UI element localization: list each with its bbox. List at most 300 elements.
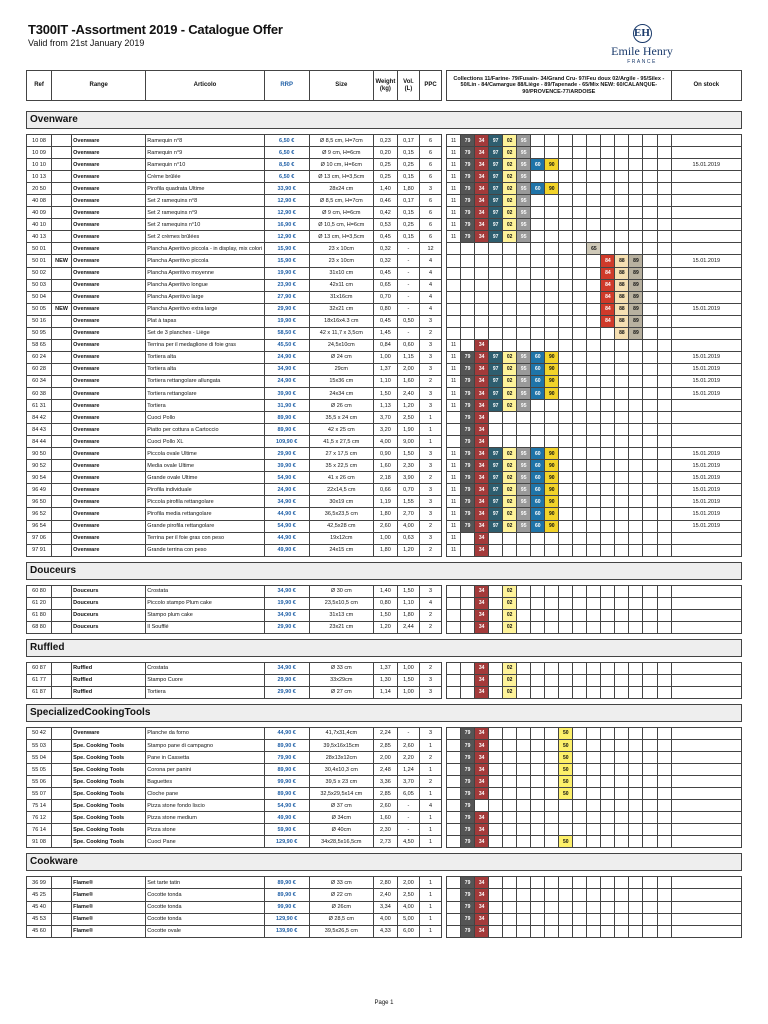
range-cell: Ovenware — [72, 231, 146, 243]
stock-date: 15.01.2019 — [671, 508, 741, 520]
collection-swatch: 50 — [559, 776, 573, 788]
vol-cell: 1,10 — [397, 597, 419, 609]
ppc-cell: 4 — [419, 800, 441, 812]
collection-swatch: 79 — [461, 231, 475, 243]
collection-swatch — [643, 339, 657, 351]
collection-swatch — [615, 436, 629, 448]
article-cell: Tortiera rettangolare — [146, 387, 264, 399]
collection-swatch — [559, 597, 573, 609]
collection-swatch — [629, 901, 643, 913]
range-cell: Ruffled — [72, 662, 146, 674]
stock-date — [671, 597, 741, 609]
collection-swatch — [587, 925, 601, 937]
ppc-cell: 3 — [419, 183, 441, 195]
collection-swatch — [657, 508, 671, 520]
collection-swatch: 11 — [447, 532, 461, 544]
collection-swatch — [517, 544, 531, 556]
logo-emblem: EH — [633, 24, 652, 43]
collection-swatch — [503, 412, 517, 424]
collection-swatch — [629, 400, 643, 412]
collection-swatch: 34 — [475, 351, 489, 363]
rrp-cell: 16,90 € — [264, 219, 309, 231]
collection-swatch — [447, 812, 461, 824]
collection-swatch — [601, 788, 615, 800]
collection-swatch: 11 — [447, 363, 461, 375]
collection-swatch: 11 — [447, 460, 461, 472]
ppc-cell: 1 — [419, 764, 441, 776]
collection-swatch — [657, 544, 671, 556]
stock-date — [671, 621, 741, 633]
article-cell: Piccola pirofila rettangolare — [146, 496, 264, 508]
article-cell: Plancha Aperitivo piccola — [146, 255, 264, 267]
collection-swatch — [559, 351, 573, 363]
collection-swatch: 79 — [461, 159, 475, 171]
collection-swatch — [573, 339, 587, 351]
new-flag — [52, 315, 72, 327]
rrp-cell: 79,90 € — [264, 752, 309, 764]
vol-cell: 0,17 — [397, 135, 419, 147]
collection-swatch — [447, 585, 461, 597]
new-flag — [52, 375, 72, 387]
vol-cell: 1,24 — [397, 764, 419, 776]
collection-swatch — [545, 544, 559, 556]
collection-swatch — [531, 621, 545, 633]
vol-cell: 1,00 — [397, 662, 419, 674]
collection-swatch — [545, 147, 559, 159]
collection-swatch — [601, 925, 615, 937]
vol-cell: - — [397, 824, 419, 836]
vol-cell: 0,60 — [397, 339, 419, 351]
vol-cell: 1,50 — [397, 674, 419, 686]
collection-swatch: 34 — [475, 219, 489, 231]
ppc-cell: 4 — [419, 267, 441, 279]
collection-swatch — [657, 532, 671, 544]
ppc-cell: 3 — [419, 339, 441, 351]
vol-cell: 1,00 — [397, 686, 419, 698]
collection-swatch — [657, 387, 671, 399]
collection-swatch: 50 — [559, 727, 573, 739]
collection-swatch — [573, 740, 587, 752]
collection-swatch — [587, 812, 601, 824]
rrp-cell: 39,90 € — [264, 387, 309, 399]
brand-logo — [600, 24, 684, 70]
collection-swatch: 90 — [545, 472, 559, 484]
collection-swatch — [615, 231, 629, 243]
article-cell: Tortiera — [146, 686, 264, 698]
collection-swatch — [657, 609, 671, 621]
collection-swatch — [503, 327, 517, 339]
collection-swatch — [643, 764, 657, 776]
collection-swatch — [573, 351, 587, 363]
weight-cell: 2,48 — [373, 764, 397, 776]
collection-swatch — [559, 621, 573, 633]
collection-swatch: 60 — [531, 460, 545, 472]
collection-swatch: 60 — [531, 496, 545, 508]
collection-swatch — [601, 460, 615, 472]
collection-swatch — [573, 424, 587, 436]
rrp-cell: 24,90 € — [264, 484, 309, 496]
collection-swatch — [657, 315, 671, 327]
weight-cell: 1,40 — [373, 585, 397, 597]
collection-swatch — [517, 303, 531, 315]
collection-swatch: 97 — [489, 363, 503, 375]
size-cell: Ø 9 cm, H=6cm — [309, 207, 373, 219]
stock-date — [671, 400, 741, 412]
range-cell: Ovenware — [72, 460, 146, 472]
collection-swatch — [475, 303, 489, 315]
collection-swatch — [559, 412, 573, 424]
ref-cell: 10 09 — [27, 147, 52, 159]
col-vol: Vol. (L) — [397, 71, 419, 101]
collection-swatch: 95 — [517, 387, 531, 399]
collection-swatch: 89 — [629, 279, 643, 291]
collection-swatch — [531, 400, 545, 412]
collection-swatch — [587, 674, 601, 686]
weight-cell: 3,70 — [373, 412, 397, 424]
collection-swatch — [629, 183, 643, 195]
range-cell: Spe. Cooking Tools — [72, 740, 146, 752]
collection-swatch — [503, 824, 517, 836]
stock-date — [671, 544, 741, 556]
range-cell: Flame® — [72, 913, 146, 925]
range-cell: Ovenware — [72, 484, 146, 496]
weight-cell: 1,30 — [373, 674, 397, 686]
collection-swatch: 02 — [503, 597, 517, 609]
collection-swatch — [615, 532, 629, 544]
collection-swatch — [489, 339, 503, 351]
vol-cell: - — [397, 327, 419, 339]
collection-swatch — [503, 291, 517, 303]
collection-swatch — [559, 183, 573, 195]
collection-swatch — [629, 674, 643, 686]
collection-swatch — [545, 901, 559, 913]
collection-swatch: 11 — [447, 351, 461, 363]
collection-swatch: 34 — [475, 508, 489, 520]
ref-cell: 97 06 — [27, 532, 52, 544]
collection-swatch — [615, 836, 629, 848]
size-cell: Ø 30 cm — [309, 585, 373, 597]
collection-swatch — [461, 291, 475, 303]
ref-cell: 76 14 — [27, 824, 52, 836]
collection-swatch — [629, 686, 643, 698]
collection-swatch: 84 — [601, 315, 615, 327]
collection-swatch — [601, 727, 615, 739]
collection-swatch — [531, 686, 545, 698]
table-row — [27, 351, 742, 363]
size-cell: Ø 27 cm — [309, 686, 373, 698]
collection-swatch: 89 — [629, 327, 643, 339]
collection-swatch: 97 — [489, 147, 503, 159]
collection-swatch — [573, 674, 587, 686]
collection-swatch: 11 — [447, 400, 461, 412]
article-cell: Plancha Aperitivo large — [146, 291, 264, 303]
weight-cell: 2,73 — [373, 836, 397, 848]
collection-swatch — [461, 327, 475, 339]
collection-swatch — [573, 901, 587, 913]
collection-swatch — [587, 764, 601, 776]
collection-swatch — [615, 764, 629, 776]
collection-swatch — [447, 913, 461, 925]
collection-swatch — [657, 351, 671, 363]
ref-cell: 55 06 — [27, 776, 52, 788]
article-cell: Piccola ovale Ultime — [146, 448, 264, 460]
stock-date — [671, 889, 741, 901]
article-cell: Plancha Aperitivo extra large — [146, 303, 264, 315]
collection-swatch: 95 — [517, 351, 531, 363]
collection-swatch: 88 — [615, 279, 629, 291]
size-cell: 24,5x10cm — [309, 339, 373, 351]
collection-swatch — [573, 824, 587, 836]
collection-swatch — [489, 609, 503, 621]
table-row — [27, 836, 742, 848]
ppc-cell: 2 — [419, 609, 441, 621]
vol-cell: 2,00 — [397, 877, 419, 889]
collection-swatch — [601, 609, 615, 621]
collection-swatch: 60 — [531, 375, 545, 387]
collection-swatch — [545, 255, 559, 267]
vol-cell: 0,25 — [397, 219, 419, 231]
collection-swatch — [517, 674, 531, 686]
article-cell: Set 2 ramequins n°9 — [146, 207, 264, 219]
collection-swatch — [447, 291, 461, 303]
range-cell: Ovenware — [72, 267, 146, 279]
collection-swatch — [629, 424, 643, 436]
size-cell: 23,5x10,5 cm — [309, 597, 373, 609]
ref-cell: 36 99 — [27, 877, 52, 889]
vol-cell: 0,17 — [397, 195, 419, 207]
collection-swatch — [461, 621, 475, 633]
ref-cell: 61 20 — [27, 597, 52, 609]
article-cell: Pizza stone — [146, 824, 264, 836]
section-header — [27, 112, 742, 129]
ppc-cell: 1 — [419, 836, 441, 848]
collection-swatch: 79 — [461, 877, 475, 889]
rrp-cell: 54,90 € — [264, 520, 309, 532]
collection-swatch — [643, 375, 657, 387]
collection-swatch — [503, 901, 517, 913]
collection-swatch — [643, 207, 657, 219]
ppc-cell: 3 — [419, 727, 441, 739]
article-cell: Corona per panini — [146, 764, 264, 776]
weight-cell: 2,00 — [373, 752, 397, 764]
collection-swatch: 34 — [475, 424, 489, 436]
vol-cell: 2,40 — [397, 387, 419, 399]
rrp-cell: 8,50 € — [264, 159, 309, 171]
section-title: SpecializedCookingTools — [27, 704, 742, 721]
collection-swatch — [517, 291, 531, 303]
collection-swatch — [531, 412, 545, 424]
ppc-cell: 4 — [419, 255, 441, 267]
article-cell: Tortiera alta — [146, 363, 264, 375]
collection-swatch — [503, 788, 517, 800]
ppc-cell: 1 — [419, 812, 441, 824]
collection-swatch — [531, 219, 545, 231]
collection-swatch: 79 — [461, 913, 475, 925]
collection-swatch — [615, 776, 629, 788]
collection-swatch — [587, 363, 601, 375]
ppc-cell: 3 — [419, 400, 441, 412]
collection-swatch — [489, 740, 503, 752]
collection-swatch — [643, 776, 657, 788]
collection-swatch — [517, 727, 531, 739]
stock-date — [671, 752, 741, 764]
collection-swatch — [489, 674, 503, 686]
collection-swatch — [587, 776, 601, 788]
article-cell: Set 2 ramequins n°10 — [146, 219, 264, 231]
rrp-cell: 44,90 € — [264, 532, 309, 544]
vol-cell: 4,00 — [397, 520, 419, 532]
collection-swatch — [461, 674, 475, 686]
size-cell: 32x21 cm — [309, 303, 373, 315]
collection-swatch — [573, 231, 587, 243]
size-cell: Ø 8,5 cm, H=7cm — [309, 135, 373, 147]
collection-swatch: 34 — [475, 159, 489, 171]
weight-cell: 1,13 — [373, 400, 397, 412]
table-row — [27, 788, 742, 800]
collection-swatch — [643, 303, 657, 315]
rrp-cell: 23,90 € — [264, 279, 309, 291]
ref-cell: 76 12 — [27, 812, 52, 824]
collection-swatch — [573, 776, 587, 788]
collection-swatch — [531, 597, 545, 609]
rrp-cell: 24,90 € — [264, 375, 309, 387]
collection-swatch — [657, 400, 671, 412]
range-cell: Flame® — [72, 925, 146, 937]
new-flag — [52, 877, 72, 889]
collection-swatch: 02 — [503, 231, 517, 243]
collection-swatch: 60 — [531, 508, 545, 520]
stock-date — [671, 662, 741, 674]
ref-cell: 40 13 — [27, 231, 52, 243]
ref-cell: 10 10 — [27, 159, 52, 171]
ref-cell: 50 02 — [27, 267, 52, 279]
table-row — [27, 901, 742, 913]
col-rrp: RRP — [264, 71, 309, 101]
collection-swatch: 02 — [503, 195, 517, 207]
collection-swatch — [489, 412, 503, 424]
collection-swatch — [531, 243, 545, 255]
size-cell: Ø 40cm — [309, 824, 373, 836]
stock-date — [671, 776, 741, 788]
collection-swatch — [447, 800, 461, 812]
collection-swatch — [643, 135, 657, 147]
ref-cell: 90 52 — [27, 460, 52, 472]
collection-swatch — [573, 508, 587, 520]
collection-swatch: 95 — [517, 448, 531, 460]
table-row — [27, 686, 742, 698]
ppc-cell: 6 — [419, 147, 441, 159]
table-row — [27, 171, 742, 183]
collection-swatch — [657, 159, 671, 171]
range-cell: Spe. Cooking Tools — [72, 800, 146, 812]
collection-swatch: 02 — [503, 159, 517, 171]
stock-date: 15.01.2019 — [671, 387, 741, 399]
new-flag — [52, 597, 72, 609]
weight-cell: 0,32 — [373, 243, 397, 255]
ppc-cell: 3 — [419, 674, 441, 686]
collection-swatch — [643, 824, 657, 836]
collection-swatch — [503, 424, 517, 436]
collection-swatch — [629, 621, 643, 633]
collection-swatch — [587, 255, 601, 267]
table-row — [27, 339, 742, 351]
collection-swatch: 02 — [503, 207, 517, 219]
range-cell: Ovenware — [72, 243, 146, 255]
new-flag — [52, 889, 72, 901]
range-cell: Flame® — [72, 877, 146, 889]
ppc-cell: 3 — [419, 585, 441, 597]
vol-cell: 0,15 — [397, 207, 419, 219]
collection-swatch — [643, 686, 657, 698]
collection-swatch — [587, 836, 601, 848]
collection-swatch — [531, 436, 545, 448]
collection-swatch — [447, 412, 461, 424]
ref-cell: 60 80 — [27, 585, 52, 597]
collection-swatch — [601, 147, 615, 159]
ppc-cell: 6 — [419, 171, 441, 183]
collection-swatch — [587, 800, 601, 812]
collection-swatch: 95 — [517, 460, 531, 472]
size-cell: Ø 13 cm, H=3,5cm — [309, 171, 373, 183]
weight-cell: 1,40 — [373, 183, 397, 195]
table-row — [27, 460, 742, 472]
collection-swatch — [615, 412, 629, 424]
collection-swatch — [475, 291, 489, 303]
range-cell: Ovenware — [72, 195, 146, 207]
collection-swatch — [615, 727, 629, 739]
collection-swatch — [587, 496, 601, 508]
collection-swatch: 02 — [503, 375, 517, 387]
collection-swatch — [489, 776, 503, 788]
collection-swatch — [573, 836, 587, 848]
stock-date: 15.01.2019 — [671, 375, 741, 387]
collection-swatch — [657, 925, 671, 937]
collection-swatch — [573, 159, 587, 171]
collection-swatch — [587, 727, 601, 739]
collection-swatch — [545, 219, 559, 231]
collection-swatch — [643, 231, 657, 243]
collection-swatch — [657, 752, 671, 764]
range-cell: Spe. Cooking Tools — [72, 812, 146, 824]
collection-swatch: 11 — [447, 207, 461, 219]
collection-swatch — [559, 243, 573, 255]
collection-swatch — [657, 812, 671, 824]
collection-swatch — [587, 585, 601, 597]
collection-swatch: 95 — [517, 195, 531, 207]
range-cell: Spe. Cooking Tools — [72, 752, 146, 764]
collection-swatch — [587, 597, 601, 609]
collection-swatch — [587, 424, 601, 436]
spacer-cell — [27, 101, 742, 112]
ref-cell: 97 91 — [27, 544, 52, 556]
new-flag — [52, 686, 72, 698]
collection-swatch — [643, 752, 657, 764]
logo-name: Emile Henry — [611, 44, 673, 58]
rrp-cell: 19,90 € — [264, 267, 309, 279]
collection-swatch — [629, 889, 643, 901]
collection-swatch — [657, 267, 671, 279]
range-cell: Ovenware — [72, 159, 146, 171]
range-cell: Flame® — [72, 901, 146, 913]
collection-swatch — [517, 889, 531, 901]
collection-swatch — [489, 727, 503, 739]
collection-swatch — [629, 925, 643, 937]
collection-swatch — [657, 424, 671, 436]
collection-swatch — [447, 752, 461, 764]
collection-swatch — [573, 788, 587, 800]
size-cell: 15x36 cm — [309, 375, 373, 387]
rrp-cell: 89,90 € — [264, 788, 309, 800]
